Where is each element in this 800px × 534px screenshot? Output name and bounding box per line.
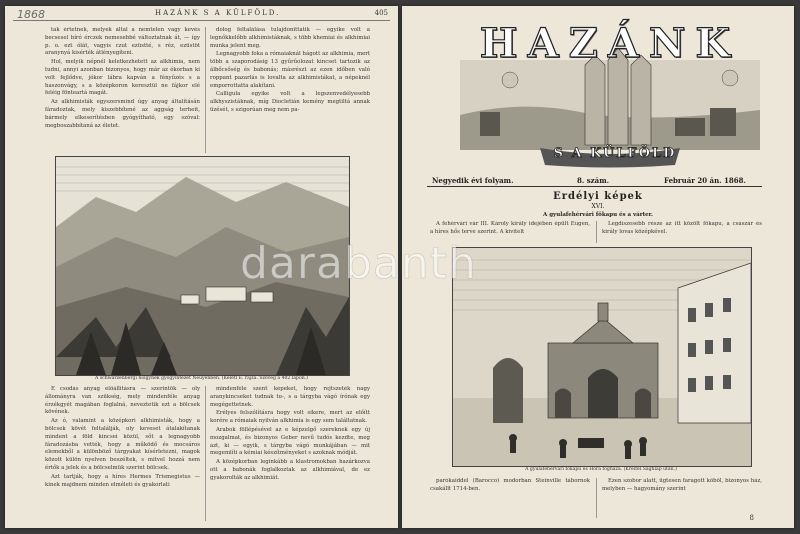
paragraph: Legnagyobb foka a rómaiaknál hágott az alkhimia, mert több a szaporodásig 13 gyűrűolozat kincset tartozik az álbőcsőség és babonás; másrészt az ezen időben való roppant pazarlás is lovalta az alkhimistákat, a népeknél emporrottatta alakítani. bbox=[210, 51, 370, 89]
paragraph: parókaiddel (Barocco) modorban Steinville tábornok csakállt 1714-ben. bbox=[430, 478, 590, 492]
pencil-year-note: 1868 bbox=[17, 8, 45, 21]
running-head: HAZÁNK S A KÜLFÖLD. bbox=[155, 9, 281, 17]
folio-number: 8 bbox=[749, 514, 754, 522]
column-divider bbox=[596, 478, 597, 518]
article-title: A gyulafehérvári főkapu és a várter. bbox=[543, 212, 653, 218]
volume-label: Negyedik évi folyam. bbox=[432, 176, 514, 185]
illustration-caption: A gyulafehérvári főkapu és Hóra fogháza. (Kreitel Sághláp után.) bbox=[525, 467, 677, 472]
bottom-text-right bbox=[602, 478, 762, 518]
paragraph: Legdíszesebb része az itt közölt főkapu, a császár és király lovas középkével. bbox=[602, 221, 762, 235]
text-column-2-top bbox=[210, 27, 370, 153]
paragraph: A fehérvári vár III. Károly király idejében épült Eugen, a híres hős terve szerint. A kivitelt bbox=[430, 221, 590, 235]
bottom-text-left bbox=[430, 478, 590, 518]
text-column-1-top bbox=[45, 27, 200, 153]
column-divider bbox=[205, 27, 206, 153]
paragraph: Azt tartják, hogy a híres Hermes Trismegistus — kinek majdnem minden elméleti és gyakorlati bbox=[45, 473, 200, 488]
paragraph: Ezen szobor alatt, ügtesen faragott kőből, bizonyos ház, melyben — hagyomány szerint bbox=[602, 478, 762, 492]
section-title: Erdélyi képek bbox=[553, 191, 643, 202]
paragraph: dolog feltalálása tulajdonittatik — egyike volt a legnőkkelőbb alkhimistáknak, s több khemiai és alkhimiai munka jelent meg. bbox=[210, 27, 370, 49]
page-number: 405 bbox=[374, 9, 388, 17]
masthead-title: HAZÁNK bbox=[479, 20, 741, 67]
paragraph: E csodás anyag előállításra — szerintök — oly állományra van szükség, mely mindenféle anyag érzékgyét magában foglalná, neveztetik ezt a bölcsek kövének. bbox=[45, 386, 200, 416]
issue-date: Február 20 án. 1868. bbox=[664, 176, 746, 185]
city-gate-engraving bbox=[452, 247, 752, 467]
paragraph: mindenféle szent képeket, hogy rejtszeték nagy aranykincseket tudnak tu-, s a tárgyba vágó írónak egy megégettetnek. bbox=[210, 386, 370, 408]
section-numeral: XVI. bbox=[591, 203, 605, 210]
paragraph: Az ó, valamint a középkori alkhimisták, hogy a bölcsek kövét feltalálják, oly keveset átalakítanak mindent a föld kincsei közül, sőt a legnagyobb fáradozásba vették, hogy a működő és mocsáros elemekből a különböző tárgyakat kísérletezni, magok közott külön nyelven beszéltek, s mitvel hozzá nem értők a jelek és a bölcselmük szerint bölcsek. bbox=[45, 418, 200, 471]
paragraph: Erélyes felszólításra hogy volt sikere, mert az előítt korére a rómaiak nyilván alkhimia is egy sem találtatnak. bbox=[210, 410, 370, 425]
issue-number: 8. szám. bbox=[577, 176, 610, 185]
paragraph: Hol, melyik népnél keletkezhetett az alkhimia, nem tudni, annyi azonban bizonyos, hogy már az ókorban ki volt fejlődve, jókor lábra kapván a fényűzés s a haszonvágy, s a középkoron keresztül ne fájkor elé feléig fönteartá magát. bbox=[45, 59, 200, 97]
masthead bbox=[460, 20, 760, 170]
text-column-1-bottom bbox=[45, 386, 200, 521]
column-divider bbox=[205, 386, 206, 521]
paragraph: A középkorban leginkább a klastromokban hazárkozva ott a babonák foglalkoztak az alkhimiával, de ez gyakorolták az alkhimiát. bbox=[210, 459, 370, 481]
masthead-rule bbox=[427, 186, 762, 187]
illustration-caption: A schwarzenbergi hölgynek gyógyintézet Neuyenben. (Keletl E. rajza. Szöveg a 402 lapon.) bbox=[95, 376, 308, 381]
paragraph: tak értetnek, melyek által a nemtelen vagy kevés becsesel bíró érczek nemesebbé változtatnak át, — így p. o. ezt ólát, vagyis czut ezüstté, s réz, ezüstöt aranynyá kisérték átlényegíteni. bbox=[45, 27, 200, 57]
intro-text-right bbox=[602, 221, 762, 243]
paragraph: Arabok föllépésével az e képzelgő szereknek egy új mozgalmat, és bizonyos Geber nevű tudós kezdte, meg azt, ki — egyik, s tárgyba vágó munkájában — mit megemlíti a kémiai készítményeket s azoknak módját. bbox=[210, 426, 370, 457]
paragraph: Calligula egyike volt a legszenvedélyesebb alkhyszistáknak, míg Diocletián kemény megtiltá annak üzését, s szigorúan meg nem pa- bbox=[210, 91, 370, 113]
header-rule bbox=[13, 20, 390, 21]
watermark: darabanth bbox=[240, 238, 477, 289]
text-column-2-bottom bbox=[210, 386, 370, 521]
masthead-subtitle: S A KÜLFÖLD bbox=[553, 146, 677, 161]
column-divider bbox=[596, 221, 597, 243]
paragraph: Az alkhimisták egyszersmind úgy anyag általításán fáradoztak, mely kiszebbítené az aggság terheit, bármely elkeserítésben gyógyítható, egy szóval: megboszabbítaná az életet. bbox=[45, 99, 200, 129]
